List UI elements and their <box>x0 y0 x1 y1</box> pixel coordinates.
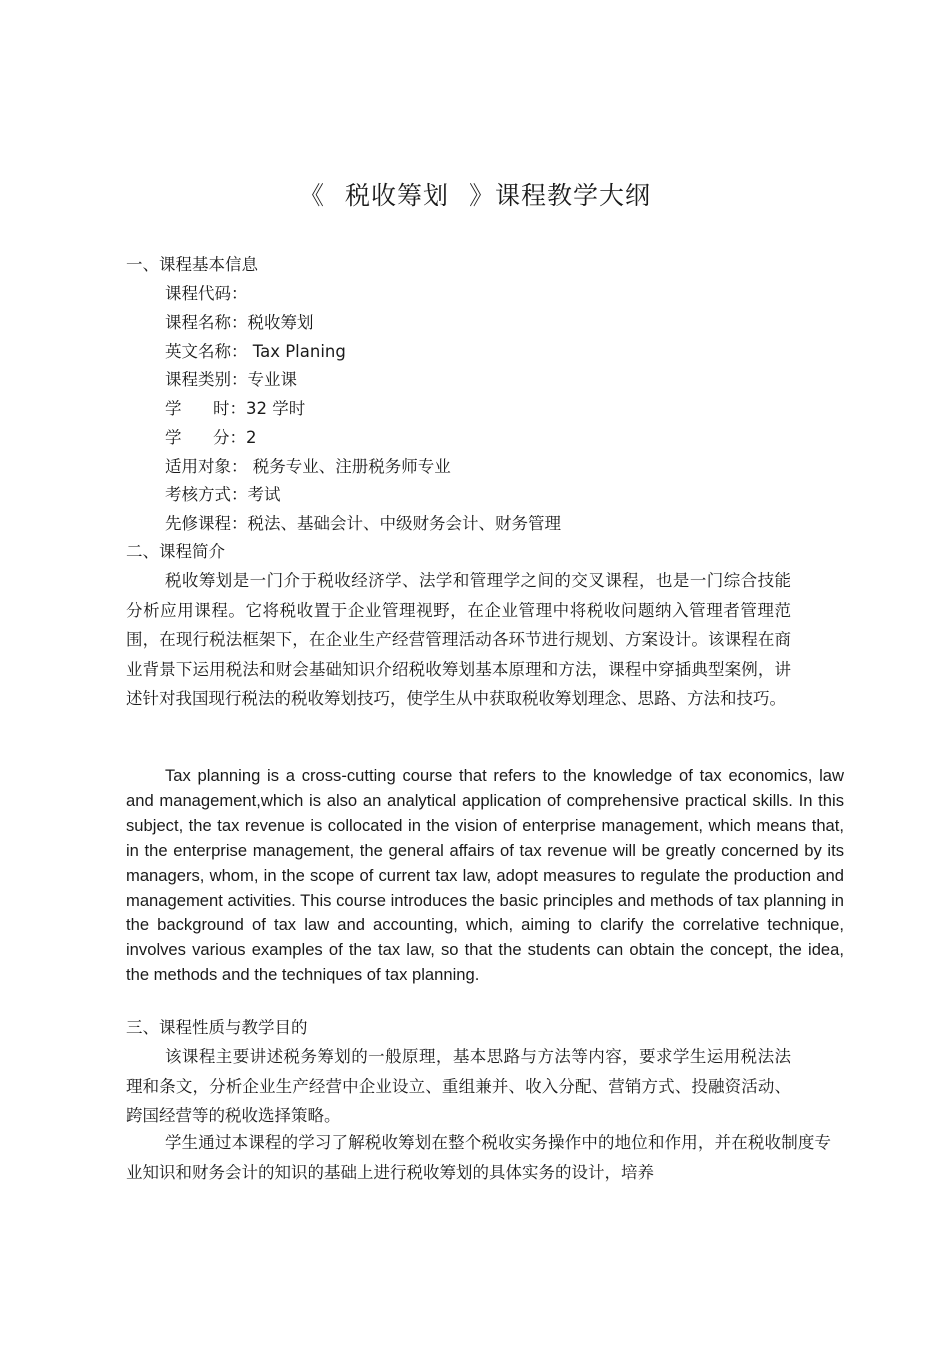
field-label: 学 分： <box>165 428 246 447</box>
field-english-name <box>165 341 346 363</box>
section-2-heading: 二、课程简介 <box>126 542 225 561</box>
title-course-name: 税收筹划 <box>344 181 449 210</box>
field-value: 考试 <box>247 485 281 504</box>
field-value: 税法、基础会计、中级财务会计、财务管理 <box>247 514 561 533</box>
section-1-heading: 一、课程基本信息 <box>126 255 258 274</box>
section-3-heading: 三、课程性质与教学目的 <box>126 1018 308 1037</box>
field-course-category <box>165 369 297 391</box>
field-label: 英文名称： <box>165 342 248 361</box>
field-hours <box>165 398 305 420</box>
field-credits <box>165 427 256 449</box>
field-target-audience <box>165 456 451 478</box>
purpose-paragraph: 学生通过本课程的学习了解税收筹划在整个税收实务操作中的地位和作用，并在税收制度专业知识和财务会计的知识的基础上进行税收筹划的具体实务的设计，培养 <box>126 1133 831 1182</box>
field-label: 考核方式： <box>165 485 248 504</box>
field-value: 税务专业、注册税务师专业 <box>247 457 451 476</box>
field-assessment <box>165 484 281 506</box>
field-course-code <box>165 283 248 305</box>
field-label: 适用对象： <box>165 457 248 476</box>
field-course-name <box>165 312 314 334</box>
field-label: 课程名称： <box>165 313 248 332</box>
intro-paragraph-chinese: 税收筹划是一门介于税收经济学、法学和管理学之间的交叉课程，也是一门综合技能分析应用课程。它将税收置于企业管理视野，在企业管理中将税收问题纳入管理者管理范围，在现行税法框架下，在企业生产经营管理活动各环节进行规划、方案设计。该课程在商业背景下运用税法和财会基础知识介绍税收筹划基本原理和方法，课程中穿插典型案例，讲述针对我国现行税法的税收筹划技巧，使学生从中获取税收筹划理念、思路、方法和技巧。 <box>126 571 791 709</box>
field-value: 税收筹划 <box>247 313 314 332</box>
field-label: 先修课程： <box>165 514 248 533</box>
field-value: 32 学时 <box>245 399 306 418</box>
field-label: 课程类别： <box>165 370 248 389</box>
title-suffix: 》课程教学大纲 <box>469 181 652 210</box>
field-value: 2 <box>245 428 257 447</box>
field-prerequisites <box>165 513 561 535</box>
intro-paragraph-english: Tax planning is a cross-cutting course that refers to the knowledge of tax economics, law and management,which is also an analytical application of comprehensive practical skills. In this subject, the tax revenue is collocated in the vision of enterprise management, which means that, in the enterprise management, the general affairs of tax revenue will be greatly concerned by its managers, whom, in the scope of current tax law, adopt measures to regulate the production and management activities. This course introduces the basic principles and methods of tax planning in the background of tax law and accounting, which, aiming to clarify the correlative technique, involves various examples of the tax law, so that the students can obtain the concept, the idea, the methods and the techniques of tax planning. <box>126 766 844 985</box>
field-value: 专业课 <box>247 370 297 389</box>
nature-paragraph: 该课程主要讲述税务筹划的一般原理，基本思路与方法等内容，要求学生运用税法法理和条文，分析企业生产经营中企业设立、重组兼并、收入分配、营销方式、投融资活动、跨国经营等的税收选择策略。 <box>126 1047 791 1126</box>
field-value: Tax Planing <box>247 342 346 361</box>
title-open-bracket: 《 <box>298 181 325 210</box>
field-label: 学 时： <box>165 399 246 418</box>
document-title <box>0 176 950 212</box>
field-label: 课程代码： <box>165 284 248 303</box>
